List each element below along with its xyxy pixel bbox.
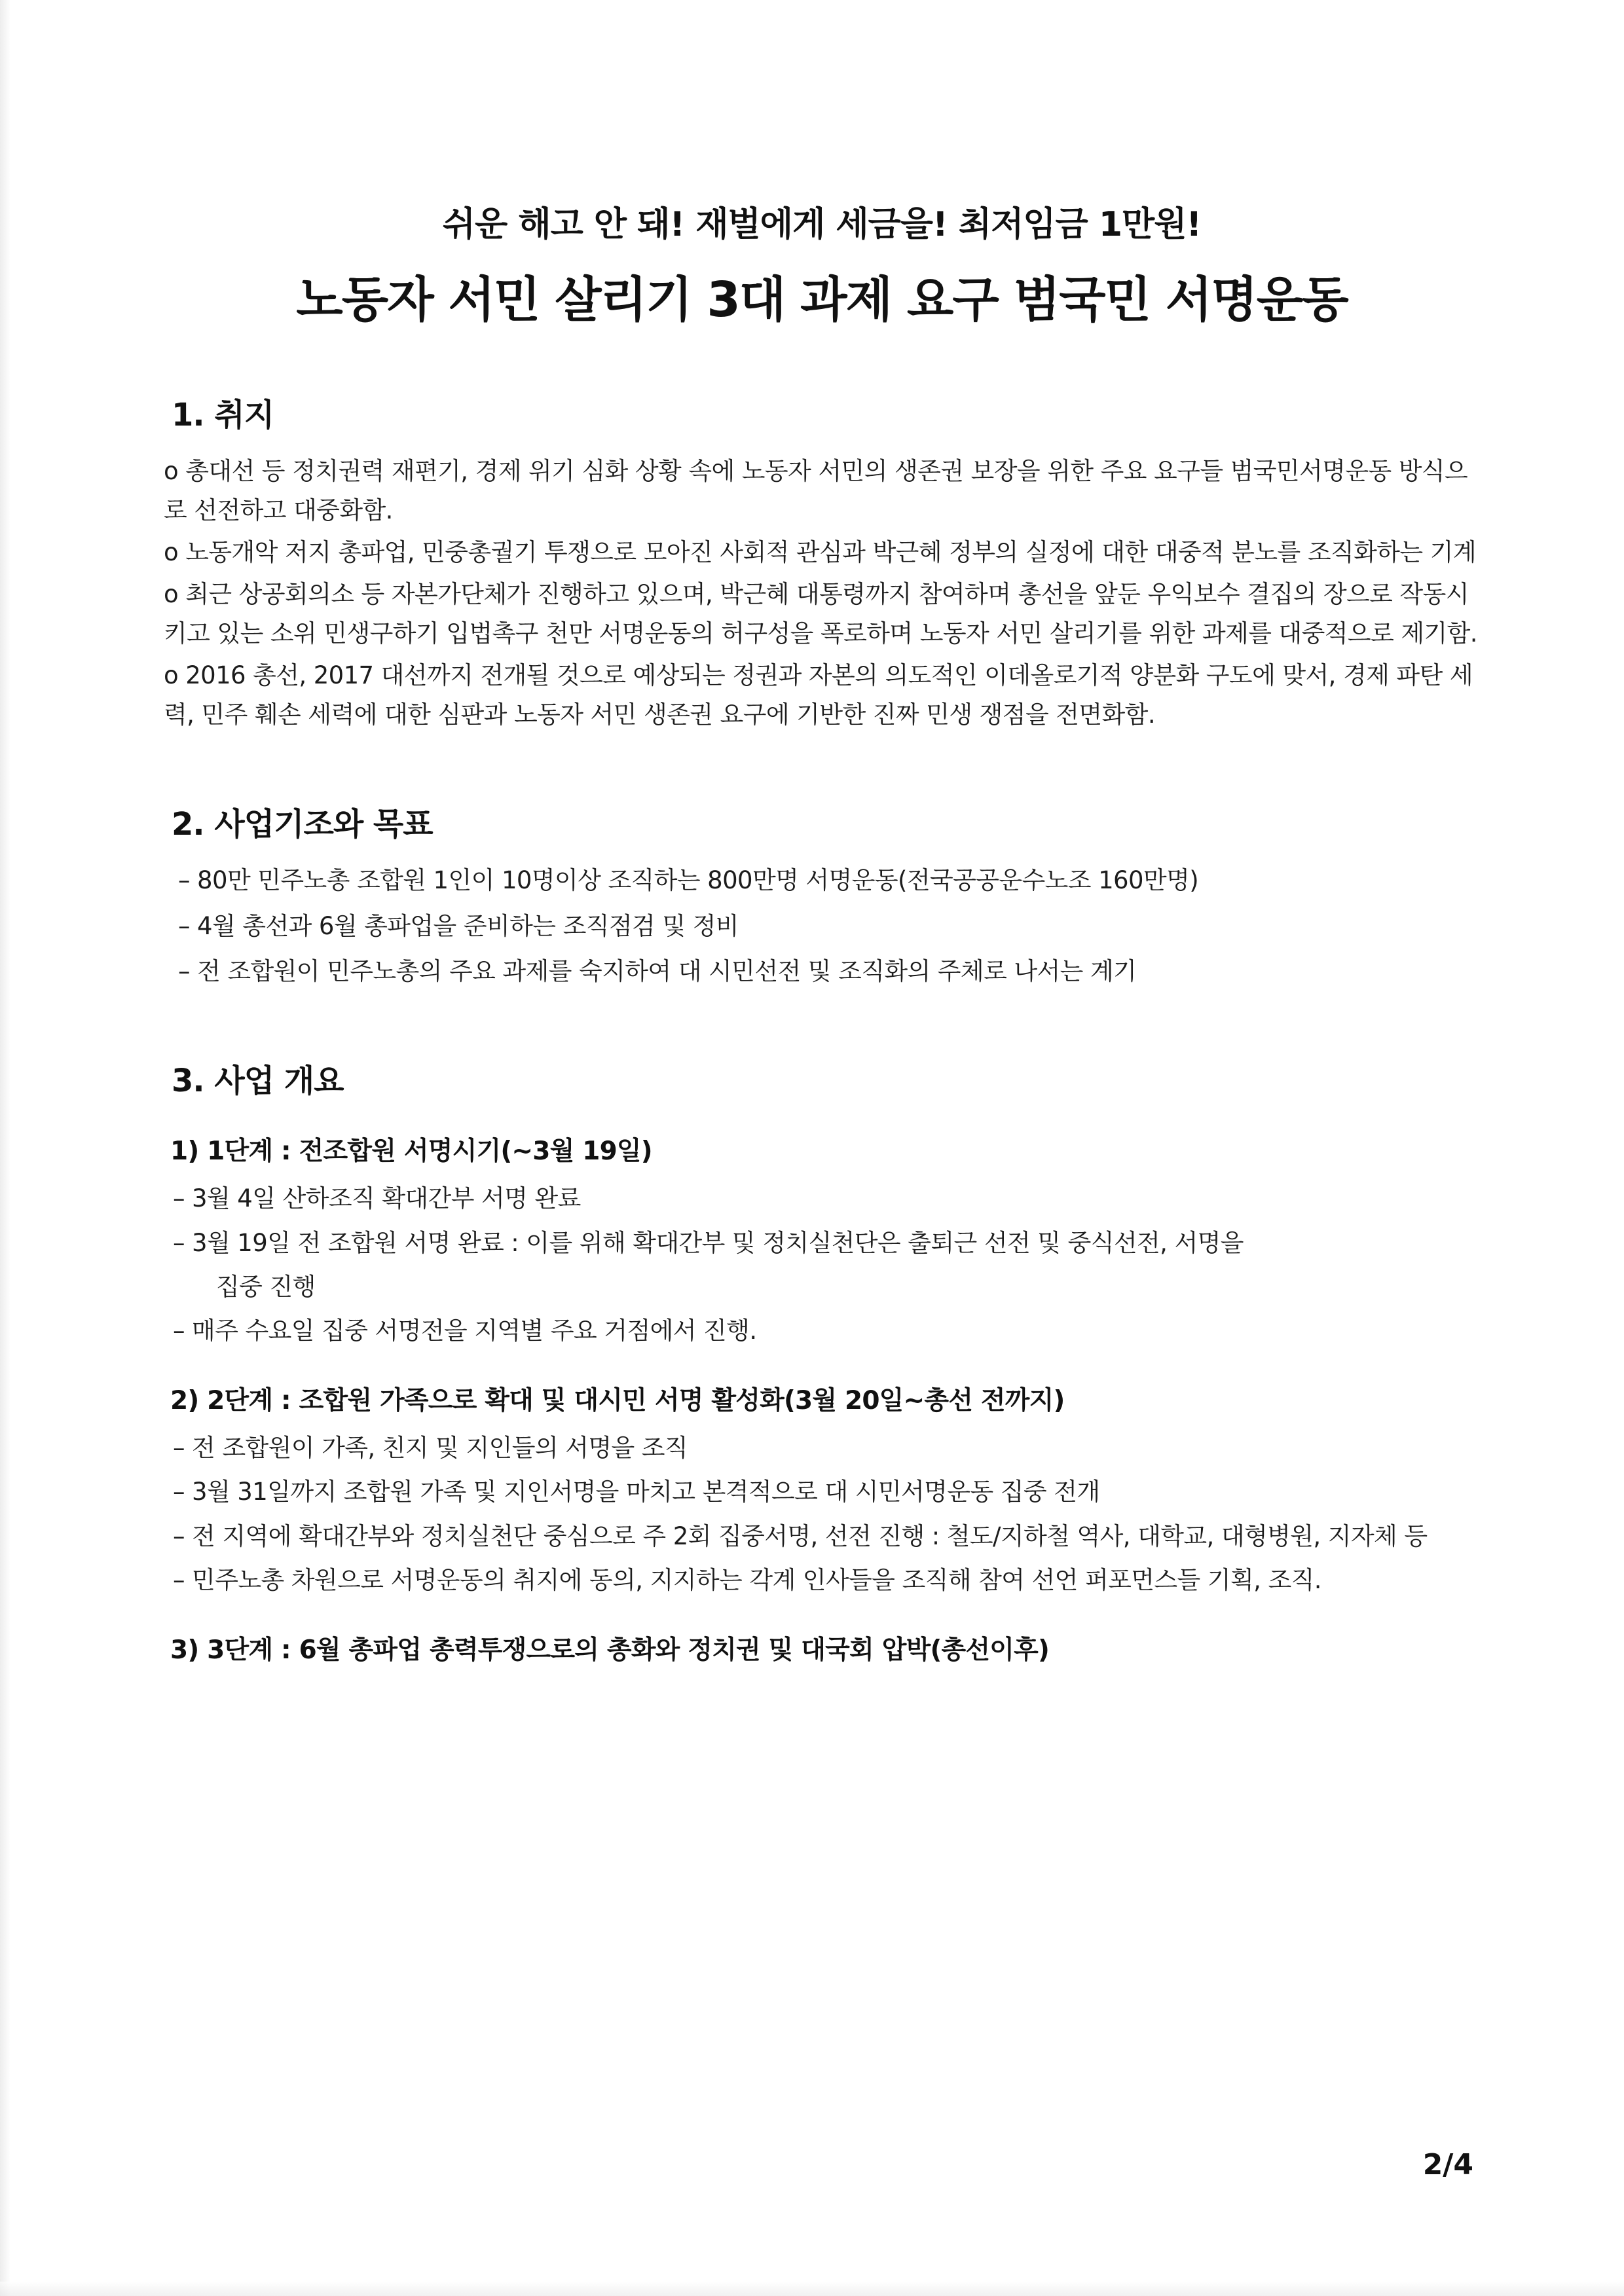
paragraph: o 2016 총선, 2017 대선까지 전개될 것으로 예상되는 정권과 자본의 의도적인 이데올로기적 양분화 구도에 맞서, 경제 파탄 세력, 민주 훼손 세력에 대한 심판과 노동자 서민 생존권 요구에 기반한 진짜 민생 쟁점을 전면화함. [164, 661, 1473, 729]
stage-title: 1) 1단계 : 전조합원 서명시기(~3월 19일) [170, 1137, 652, 1167]
list-item: – 3월 4일 산하조직 확대간부 서명 완료 [173, 1184, 581, 1213]
list-item: – 80만 민주노총 조합원 1인이 10명이상 조직하는 800만명 서명운동(전국공공운수노조 160만명) [178, 866, 1199, 894]
section-heading: 1. 취지 [172, 397, 274, 433]
document-header [164, 196, 1480, 331]
list-item: – 4월 총선과 6월 총파업을 준비하는 조직점검 및 정비 [178, 911, 739, 940]
section-heading: 2. 사업기조와 목표 [172, 805, 433, 843]
stage-title: 3) 3단계 : 6월 총파업 총력투쟁으로의 총화와 정치권 및 대국회 압박(총선이후) [170, 1635, 1050, 1665]
section-purpose [164, 390, 1480, 735]
section-overview [164, 1055, 1480, 1666]
list-item: – 3월 19일 전 조합원 서명 완료 : 이를 위해 확대간부 및 정치실천단은 출퇴근 선전 및 중식선전, 서명을 [173, 1228, 1244, 1257]
stage-title: 2) 2단계 : 조합원 가족으로 확대 및 대시민 서명 활성화(3월 20일~총선 전까지) [170, 1386, 1065, 1416]
list-item-continuation: 집중 진행 [216, 1272, 316, 1301]
list-item: – 매주 수요일 집중 서명전을 지역별 주요 거점에서 진행. [173, 1316, 757, 1345]
paragraph: o 노동개악 저지 총파업, 민중총궐기 투쟁으로 모아진 사회적 관심과 박근혜 정부의 실정에 대한 대중적 분노를 조직화하는 기계 [164, 538, 1477, 566]
list-item: – 전 조합원이 가족, 친지 및 지인들의 서명을 조직 [173, 1434, 688, 1463]
list-item: – 3월 31일까지 조합원 가족 및 지인서명을 마치고 본격적으로 대 시민서명운동 집중 전개 [173, 1478, 1100, 1506]
document-body [164, 196, 1480, 1704]
scan-edge-bottom [0, 2282, 1624, 2296]
scan-edge-left [0, 0, 10, 2296]
paragraph: o 최근 상공회의소 등 자본가단체가 진행하고 있으며, 박근혜 대통령까지 참여하며 총선을 앞둔 우익보수 결집의 장으로 작동시키고 있는 소위 민생구하기 입법촉구 천만 서명운동의 허구성을 폭로하며 노동자 서민 살리기를 위한 과제를 대중적으로 제기함. [164, 579, 1477, 647]
list-item: – 전 조합원이 민주노총의 주요 과제를 숙지하여 대 시민선전 및 조직화의 주체로 나서는 계기 [178, 957, 1137, 986]
document-slogan: 쉬운 해고 안 돼! 재벌에게 세금을! 최저임금 1만원! [442, 205, 1202, 244]
section-goals [164, 799, 1480, 992]
list-item: – 민주노총 차원으로 서명운동의 취지에 동의, 지지하는 각계 인사들을 조직해 참여 선언 퍼포먼스들 기획, 조직. [173, 1565, 1321, 1594]
section-heading: 3. 사업 개요 [172, 1063, 344, 1100]
list-item: – 전 지역에 확대간부와 정치실천단 중심으로 주 2회 집중서명, 선전 진행 : 철도/지하철 역사, 대학교, 대형병원, 지자체 등 [173, 1522, 1428, 1550]
page-number: 2/4 [1422, 2148, 1473, 2181]
page-title: 노동자 서민 살리기 3대 과제 요구 범국민 서명운동 [296, 272, 1348, 328]
paragraph: o 총대선 등 정치권력 재편기, 경제 위기 심화 상황 속에 노동자 서민의 생존권 보장을 위한 주요 요구들 범국민서명운동 방식으로 선전하고 대중화함. [164, 457, 1468, 524]
